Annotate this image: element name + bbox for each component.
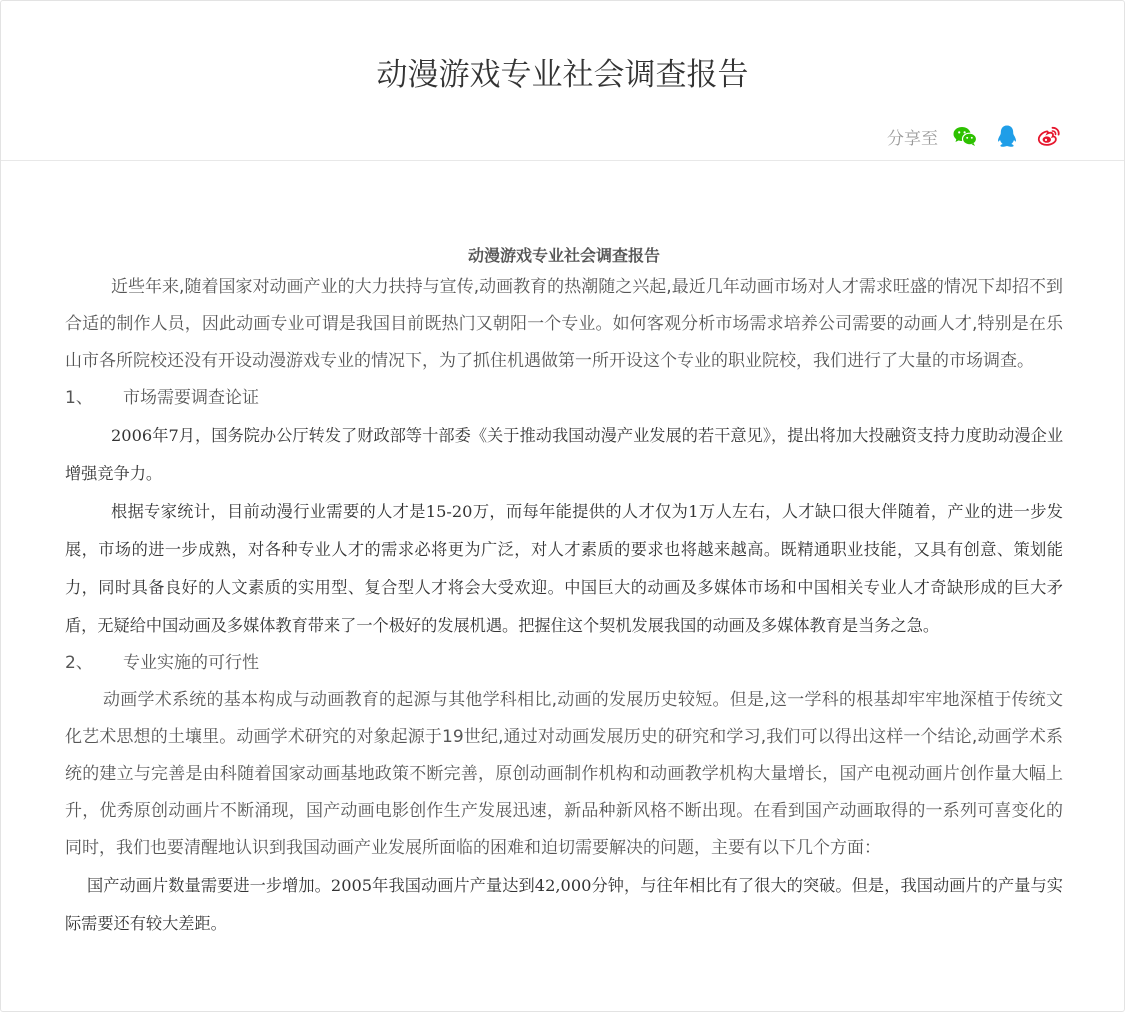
share-bar	[887, 121, 1062, 151]
section-1-paragraph-2: 根据专家统计，目前动漫行业需要的人才是15-20万，而每年能提供的人才仅为1万人左右，人才缺口很大伴随着，产业的进一步发展，市场的进一步成熟，对各种专业人才的需求必将更为广泛，对人才素质的要求也将越来越高。既精通职业技能，又具有创意、策划能力，同时具备良好的人文素质的实用型、复合型人才将会大受欢迎。中国巨大的动画及多媒体市场和中国相关专业人才奇缺形成的巨大矛盾，无疑给中国动画及多媒体教育带来了一个极好的发展机遇。把握住这个契机发展我国的动画及多媒体教育是当务之急。	[65, 502, 1063, 635]
section-1-number: 1、	[65, 388, 93, 408]
article-heading: 动漫游戏专业社会调查报告	[467, 246, 660, 265]
article-body	[65, 231, 1063, 943]
share-label: 分享至	[887, 128, 938, 149]
section-2-number: 2、	[65, 653, 93, 673]
section-2-paragraph-1: 动画学术系统的基本构成与动画教育的起源与其他学科相比,动画的发展历史较短。但是,这一学科的根基却牢牢地深植于传统文化艺术思想的土壤里。动画学术研究的对象起源于19世纪,通过对动画发展历史的研究和学习,我们可以得出这样一个结论,动画学术系统的建立与完善是由科随着国家动画基地政策不断完善，原创动画制作机构和动画教学机构大量增长，国产电视动画片创作量大幅上升，优秀原创动画片不断涌现，国产动画电影创作生产发展迅速，新品种新风格不断出现。在看到国产动画取得的一系列可喜变化的同时，我们也要清醒地认识到我国动画产业发展所面临的困难和迫切需要解决的问题，主要有以下几个方面：	[65, 690, 1063, 858]
page-header	[1, 1, 1124, 161]
qq-icon[interactable]	[994, 123, 1020, 149]
section-1-heading	[65, 380, 1063, 417]
weibo-icon[interactable]	[1036, 123, 1062, 149]
intro-paragraph: 近些年来,随着国家对动画产业的大力扶持与宣传,动画教育的热潮随之兴起,最近几年动画市场对人才需求旺盛的情况下却招不到合适的制作人员，因此动画专业可谓是我国目前既热门又朝阳一个专业。如何客观分析市场需求培养公司需要的动画人才,特别是在乐山市各所院校还没有开设动漫游戏专业的情况下，为了抓住机遇做第一所开设这个专业的职业院校，我们进行了大量的市场调查。	[65, 277, 1063, 371]
section-2-title: 专业实施的可行性	[123, 653, 259, 673]
section-2-heading	[65, 645, 1063, 682]
page-title: 动漫游戏专业社会调查报告	[376, 57, 749, 93]
section-1-title: 市场需要调查论证	[123, 388, 259, 408]
wechat-icon[interactable]	[952, 123, 978, 149]
section-1-paragraph-1: 2006年7月，国务院办公厅转发了财政部等十部委《关于推动我国动漫产业发展的若干意见》，提出将加大投融资支持力度助动漫企业增强竞争力。	[65, 426, 1063, 483]
section-2-paragraph-2: 国产动画片数量需要进一步增加。2005年我国动画片产量达到42,000分钟，与往年相比有了很大的突破。但是，我国动画片的产量与实际需要还有较大差距。	[65, 876, 1063, 933]
